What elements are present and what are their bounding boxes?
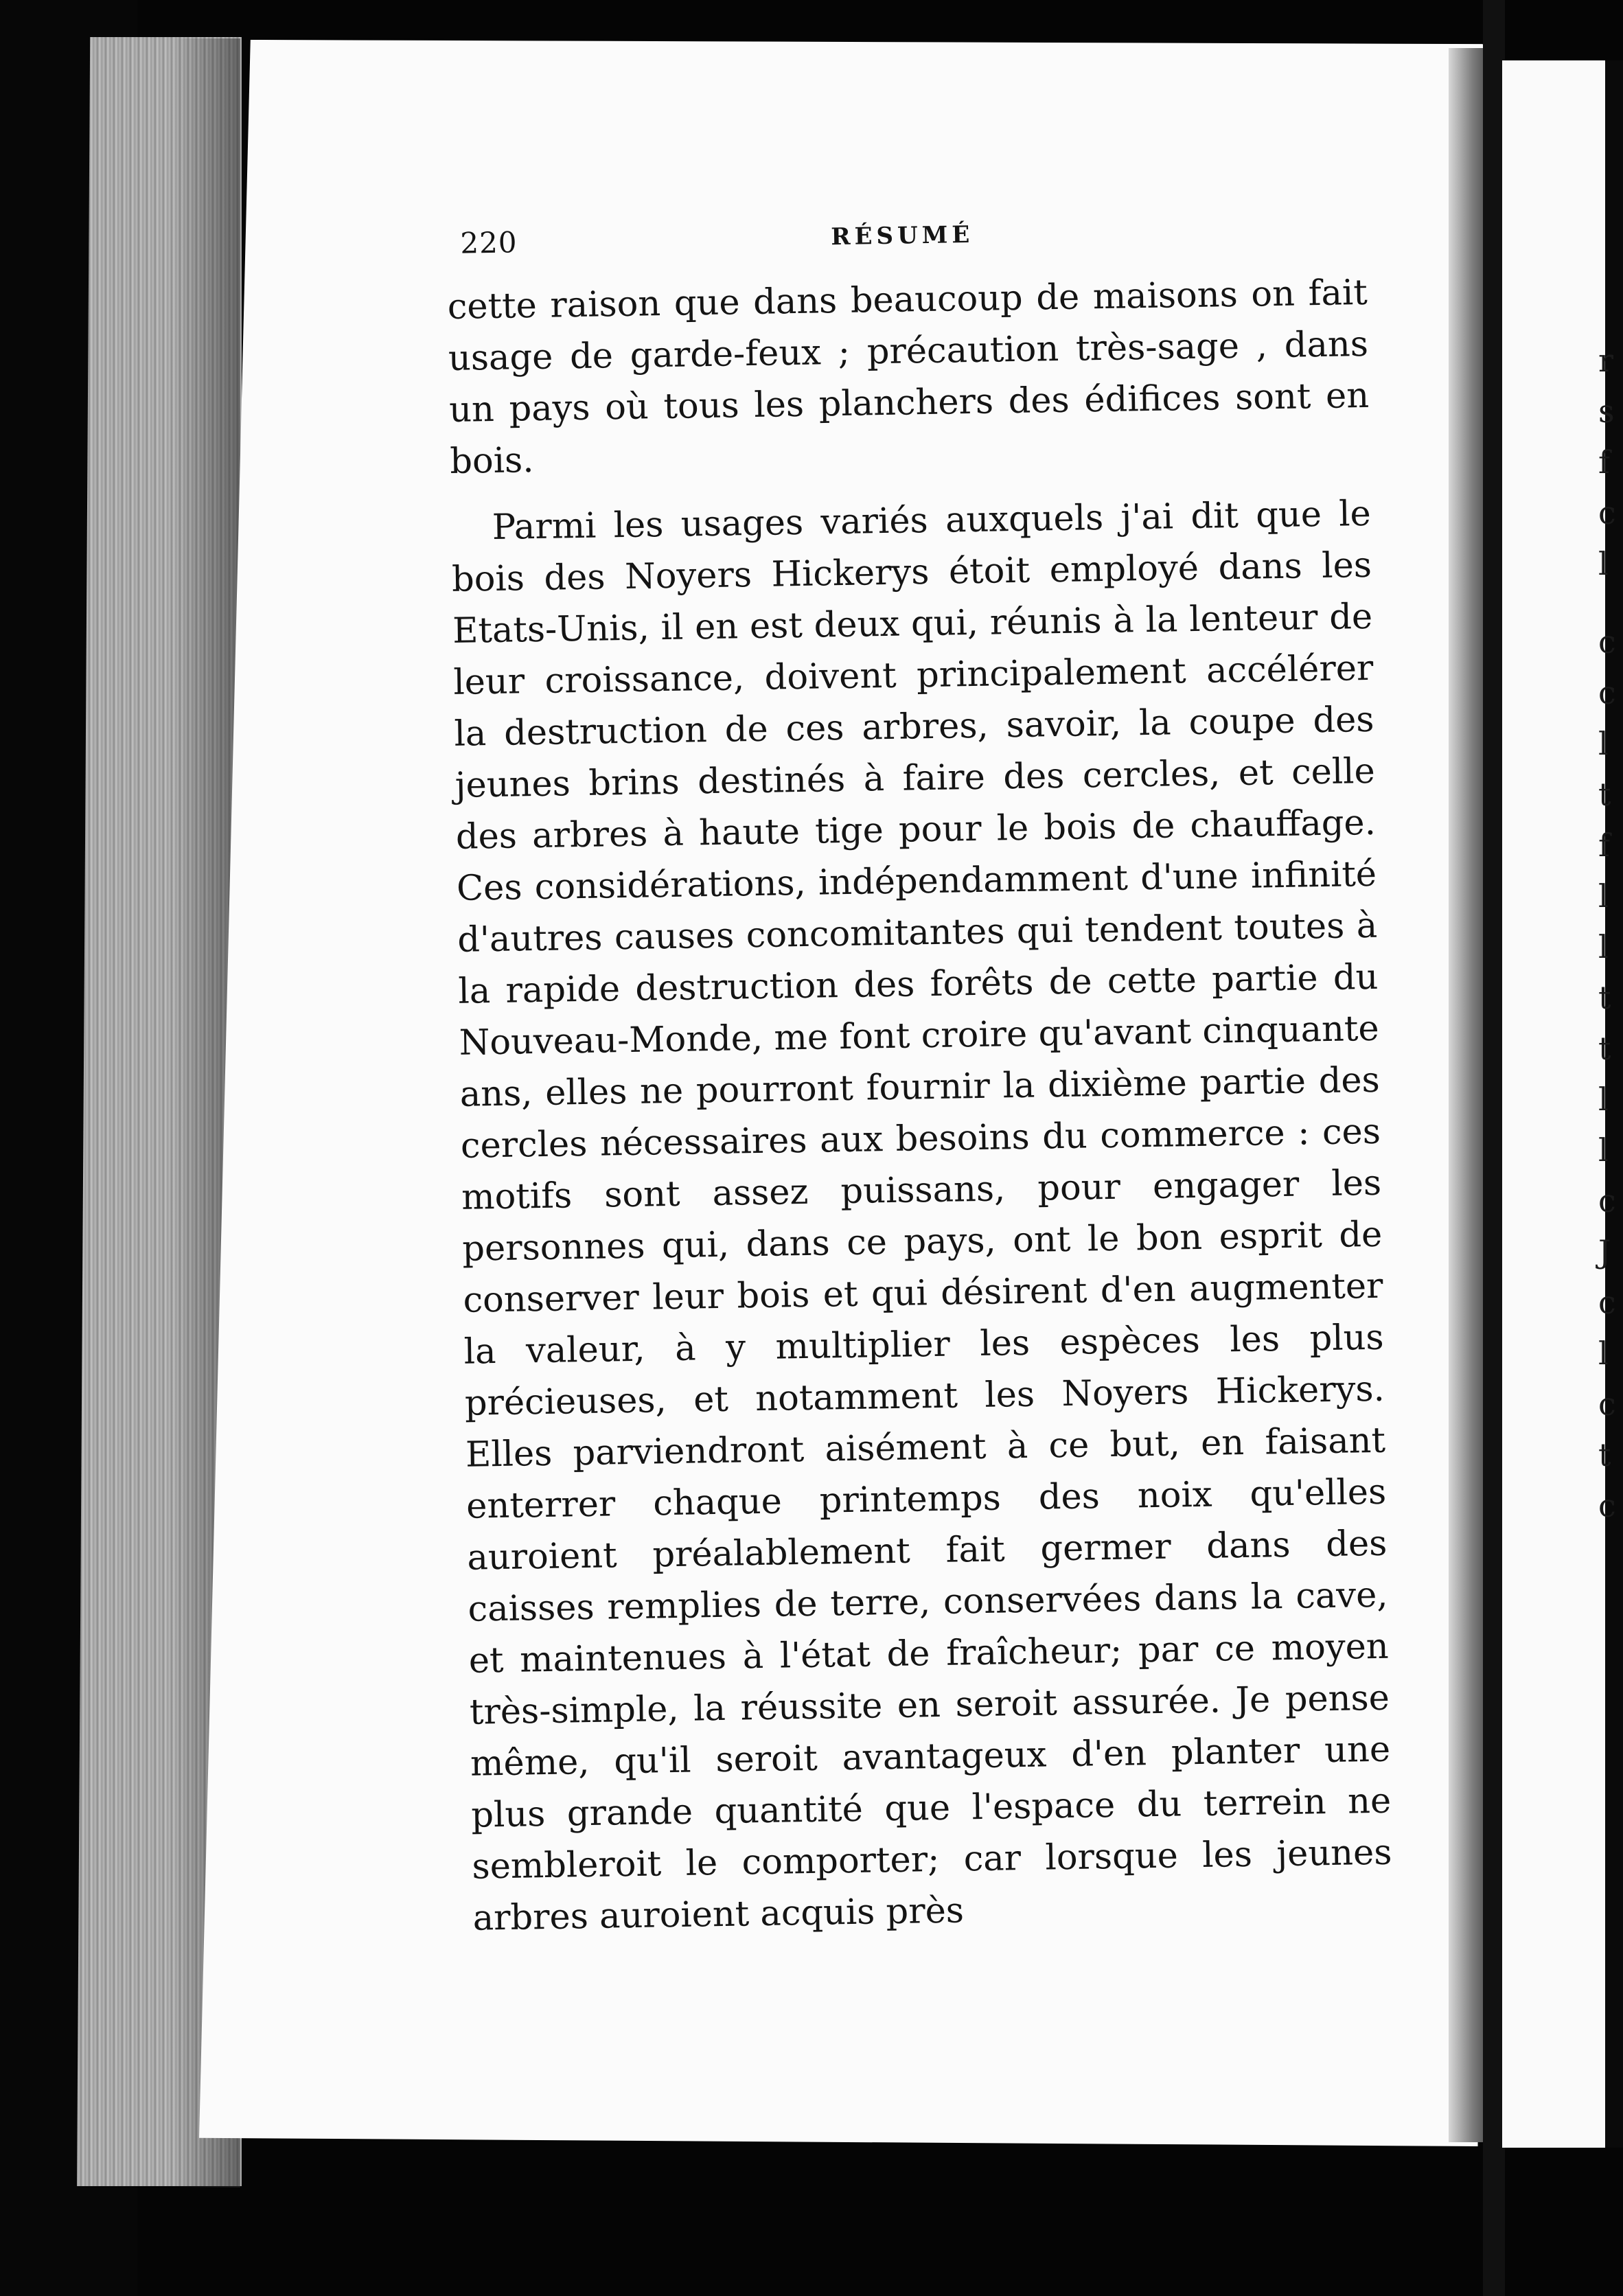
facing-page-letter: f (1598, 444, 1611, 481)
facing-page-letter: l (1598, 1335, 1609, 1372)
facing-page-letter: f (1598, 827, 1611, 864)
facing-page-letter: t (1598, 979, 1611, 1016)
paragraph: Parmi les usages variés auxquels j'ai dit que le bois des Noyers Hickerys étoit employé dans les Etats-Unis, il en est deux qui, réunis à la lenteur de leur croissance, doivent principalement accélérer la destruction de ces arbres, savoir, la coupe des jeunes brins destinés à faire des cercles, et celle des arbres à haute tige pour le bois de chauffage. Ces considérations, indépendamment d'une infinité d'autres causes concomitantes qui tendent toutes à la rapide destruction des forêts de cette partie du Nouveau-Monde, me font croire qu'avant cinquante ans, elles ne pourront fournir la dixième partie des cercles nécessaires aux besoins du commerce : ces motifs sont assez puissans, pour engager les personnes qui, dans ce pays, ont le bon esprit de conserver leur bois et qui désirent d'en augmenter la valeur, à y multiplier les espèces les plus précieuses, et notamment les Noyers Hickerys. Elles parviendront aisément à ce but, en faisant enterrer chaque printemps des noix qu'elles auroient préalablement fait germer dans des caisses remplies de terre, conservées dans la cave, et maintenues à l'état de fraîcheur; par ce moyen très-simple, la réussite en seroit assurée. Je pense même, qu'il seroit avantageux d'en planter une plus grande quantité que l'espace du terrein ne sembleroit le comporter; car lorsque les jeunes arbres auroient acquis près (451, 493, 1392, 1939)
section-title: RÉSUMÉ (830, 220, 974, 251)
body-text (447, 267, 1393, 1944)
facing-page-letter: c (1598, 1284, 1616, 1321)
facing-page-edge (1502, 60, 1623, 2148)
facing-page-letter: l (1598, 545, 1609, 582)
paragraph: cette raison que dans beaucoup de maisons on fait usage de garde-feux ; précaution très-sage , dans un pays où tous les planchers des édifices sont en bois. (447, 272, 1370, 482)
facing-page-letter: l (1598, 1132, 1609, 1169)
page-number: 220 (459, 225, 518, 260)
facing-page-letter: c (1598, 1182, 1616, 1219)
facing-page-letter: l (1598, 877, 1609, 915)
facing-page-letter: l (1598, 725, 1609, 762)
facing-page-letter: c (1598, 1487, 1616, 1524)
facing-page-letter: t (1598, 1436, 1611, 1473)
facing-page-letter: c (1598, 494, 1616, 531)
page-text-block (446, 212, 1393, 1944)
facing-page-letter: r (1598, 342, 1613, 379)
facing-page-letter: c (1598, 623, 1616, 661)
facing-page-letter: c (1598, 674, 1616, 711)
facing-page-letter: t (1598, 1030, 1611, 1067)
facing-page-letter: s (1598, 393, 1615, 430)
facing-page-letter: J (1598, 1233, 1611, 1270)
facing-page-letter: c (1598, 1386, 1616, 1423)
facing-page-letter: l (1598, 928, 1609, 965)
facing-page-letter: t (1598, 776, 1611, 813)
facing-page-letter: l (1598, 1081, 1609, 1118)
